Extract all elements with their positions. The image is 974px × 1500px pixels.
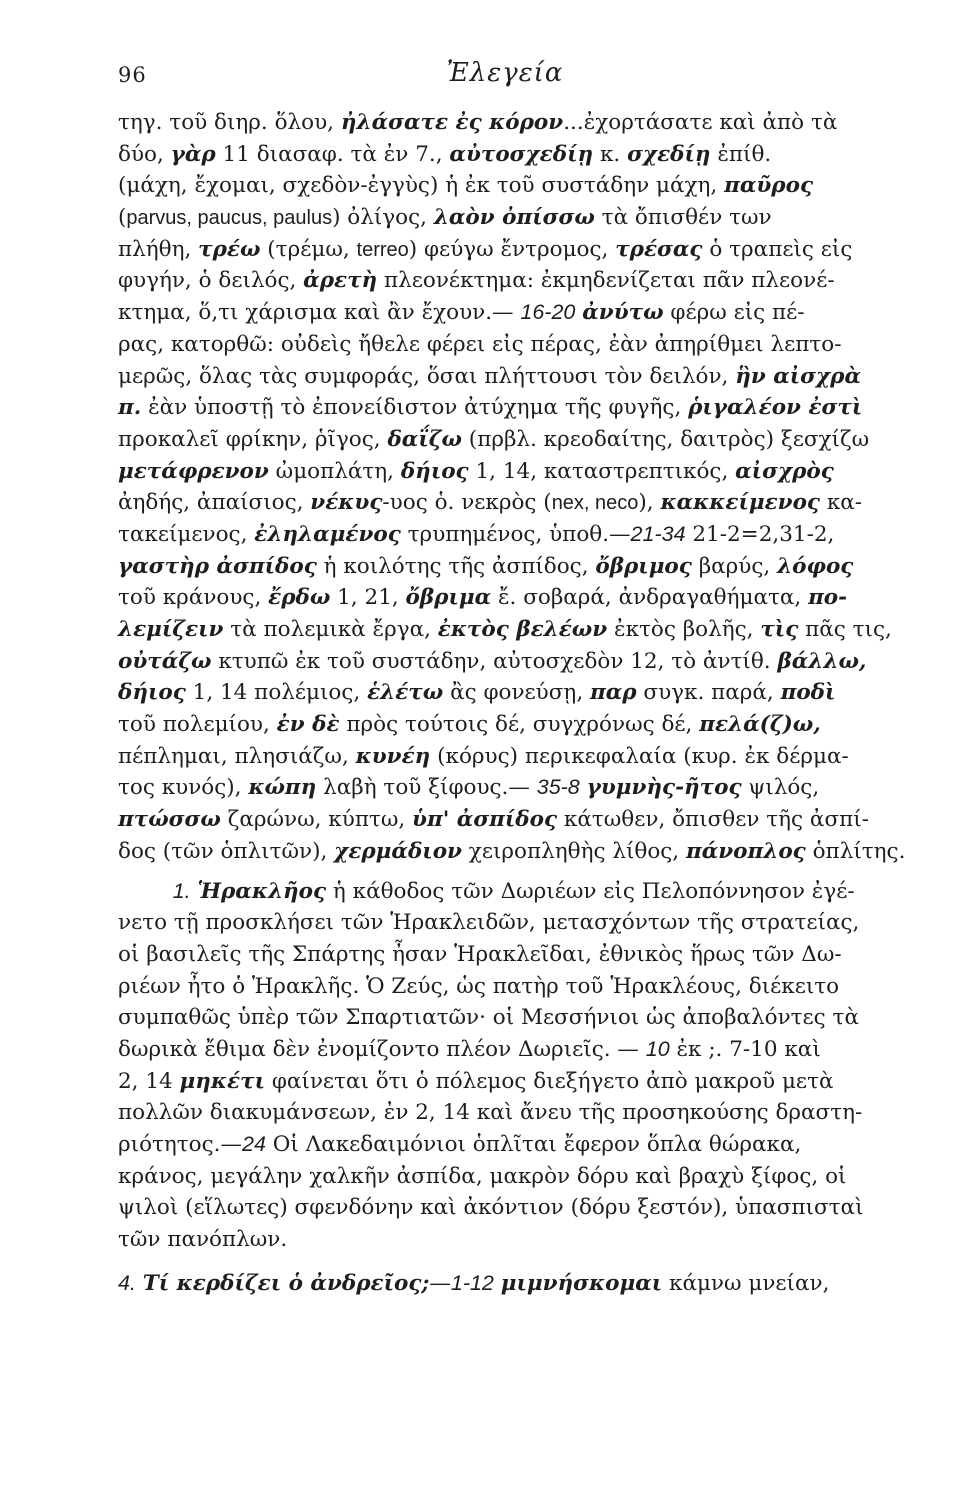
lemma: δαΐζω <box>387 426 462 452</box>
latin-cognate: parvus, paucus, paulus <box>126 207 333 230</box>
lemma: ἣν αἰσχρὰ <box>735 363 862 389</box>
text-run: συμπαθῶς ὑπὲρ τῶν Σπαρτιατῶν· οἱ Μεσσήνιοι ὡς ἀποβαλόντες τὰ <box>118 1005 859 1031</box>
text-line <box>118 202 878 234</box>
text-run: 21-2=2,31-2, <box>685 521 835 547</box>
verse-reference: 4. <box>118 1270 136 1295</box>
text-run: κτημα, ὅ,τι χάρισμα καὶ ἂν ἔχουν.— <box>118 300 521 326</box>
text-run: πολλῶν διακυμάνσεων, ἐν 2, 14 καὶ ἄνευ τῆς προσηκούσης δραστη- <box>118 1100 863 1126</box>
text-line <box>118 361 878 393</box>
text-run: πλήθη, <box>118 236 199 262</box>
text-run: ἔ. σοβαρά, ἀνδραγαθήματα, <box>491 585 809 611</box>
text-run: ἡ κάθοδος τῶν Δωριέων εἰς Πελοπόννησον ἐγέ- <box>326 878 855 904</box>
text-line <box>118 107 878 139</box>
text-run: πλεονέκτημα: ἐκμηδενίζεται πᾶν πλεονέ- <box>377 268 835 294</box>
text-run: Οἱ Λακεδαιμόνιοι ὁπλῖται ἔφερον ὅπλα θώρακα, <box>265 1132 802 1157</box>
text-line <box>118 907 878 939</box>
text-run: (κόρυς) περικεφαλαία (κυρ. ἐκ δέρμα- <box>430 743 849 769</box>
lemma: βάλλω, <box>777 648 867 674</box>
text-line <box>118 1066 878 1098</box>
lemma: ἔρδω <box>268 585 331 611</box>
lemma: γαστὴρ ἀσπίδος <box>118 553 317 579</box>
lemma: ἠλάσατε ἐς κόρον <box>340 110 564 135</box>
text-line <box>118 139 878 171</box>
lemma: ὑπ' ἀσπίδος <box>412 807 558 833</box>
text-run: ), <box>638 490 661 516</box>
text-run: τὰ ὄπισθέν των <box>594 205 772 231</box>
text-run: ( <box>118 205 127 231</box>
latin-cognate: terreo <box>356 238 409 261</box>
text-run: ) φεύγω ἔντρομος, <box>408 236 616 262</box>
running-head: Ἐλεγεία <box>446 58 564 88</box>
lemma: πτώσσω <box>118 807 221 833</box>
text-run: κράνος, μεγάλην χαλκῆν ἀσπίδα, μακρὸν δόρυ καὶ βραχὺ ξίφος, οἱ <box>118 1163 847 1189</box>
text-line <box>118 1224 878 1256</box>
lemma: ἑλέτω <box>367 680 444 706</box>
text-line <box>118 772 878 804</box>
text-run: ἐκτὸς βολῆς, <box>607 617 761 642</box>
lemma: λαὸν ὀπίσσω <box>433 205 595 231</box>
text-run: ἐπίθ. <box>710 141 772 167</box>
text-line <box>118 1161 878 1193</box>
text-line <box>118 329 878 361</box>
text-run: (μάχη, ἔχομαι, σχεδὸν-ἐγγὺς) ἡ ἐκ τοῦ συστάδην μάχη, <box>118 173 725 199</box>
text-line <box>118 1097 878 1129</box>
verse-reference: 21-34 <box>630 521 686 546</box>
text-run: τακείμενος, <box>118 521 255 547</box>
lemma: αὐτοσχεδίῃ <box>449 141 594 167</box>
text-run: ἐκ ;. 7-10 καὶ <box>669 1036 821 1062</box>
lemma: αἰσχρὸς <box>735 458 834 484</box>
text-line <box>118 646 878 678</box>
text-line <box>118 876 878 908</box>
text-run: ριέων ἦτο ὁ Ἡρακλῆς. Ὁ Ζεύς, ὡς πατὴρ τοῦ Ἡρακλέους, διέκειτο <box>118 973 840 999</box>
text-run: δωρικὰ ἔθιμα δὲν ἐνομίζοντο πλέον Δωριεῖς. — <box>118 1036 646 1062</box>
text-run: κάμνω μνείαν, <box>662 1270 830 1296</box>
text-run <box>136 1271 143 1296</box>
text-run: — <box>429 1270 451 1296</box>
verse-reference: 24 <box>242 1132 266 1156</box>
text-line <box>118 939 878 971</box>
text-run: τοῦ πολεμίου, <box>118 712 277 738</box>
text-run: 11 διασαφ. τὰ ἐν 7., <box>215 141 450 167</box>
lemma: ὄβριμος <box>595 553 692 579</box>
text-run: φέρω εἰς πέ- <box>663 300 805 326</box>
text-run: ριότητος.— <box>118 1132 243 1157</box>
lemma: χερμάδιον <box>334 838 462 864</box>
text-run: (τρέμω, <box>260 236 357 262</box>
text-run <box>580 775 587 800</box>
text-run: χειροπληθὴς λίθος, <box>461 838 686 864</box>
text-line <box>118 519 878 551</box>
text-run: ἀηδής, ἀπαίσιος, <box>118 490 311 516</box>
commentary-text <box>118 107 906 1303</box>
text-run: ψιλοὶ (εἵλωτες) σφενδόνην καὶ ἀκόντιον (δόρυ ξεστόν), ὑπασπισταὶ <box>118 1195 864 1221</box>
lemma: νέκυς <box>310 490 383 516</box>
text-line <box>118 424 878 456</box>
text-run: ὠμοπλάτη, <box>268 458 401 484</box>
lemma: δήιος <box>118 680 186 706</box>
lemma: οὐτάζω <box>118 648 212 674</box>
latin-cognate: nex, neco <box>551 492 639 515</box>
text-run: οἱ βασιλεῖς τῆς Σπάρτης ἦσαν Ἡρακλεῖδαι, ἐθνικὸς ἥρως τῶν Δω- <box>118 941 842 967</box>
text-run: ἡ κοιλότης τῆς ἀσπίδος, <box>316 553 596 579</box>
text-run: κάτωθεν, ὄπισθεν τῆς ἀσπί- <box>557 807 869 833</box>
text-run: δος (τῶν ὁπλιτῶν), <box>118 838 335 864</box>
lemma: σχεδίῃ <box>627 141 711 167</box>
lemma: ἀρετὴ <box>303 268 378 294</box>
text-line <box>118 582 878 614</box>
text-run: φυγήν, ὁ δειλός, <box>118 268 304 294</box>
text-run: τῶν πανόπλων. <box>118 1227 288 1253</box>
lemma: τὶς <box>760 617 799 642</box>
text-line <box>118 836 906 868</box>
lemma: γυμνὴς-ῆτος <box>586 775 742 801</box>
text-run: λαβὴ τοῦ ξίφους.— <box>316 775 537 801</box>
verse-reference: 35-8 <box>536 775 580 800</box>
lemma: μιμνήσκομαι <box>500 1270 663 1296</box>
text-line <box>118 1002 878 1034</box>
text-line <box>118 677 878 709</box>
text-run: 1, 14 πολέμιος, <box>185 680 368 706</box>
text-line <box>118 551 878 583</box>
lemma: τρέσας <box>615 236 703 262</box>
text-run: ) ὀλίγος, <box>332 205 434 231</box>
lemma: ἀνύτω <box>582 300 664 326</box>
lemma: τρέω <box>198 236 261 262</box>
text-line <box>118 1129 878 1161</box>
text-line <box>118 297 878 329</box>
page-number: 96 <box>118 63 147 87</box>
text-run: ρας, κατορθῶ: οὐδεὶς ἤθελε φέρει εἰς πέρας, ἐὰν ἀπηρίθμει λεπτο- <box>118 331 842 357</box>
text-run: ὁ τραπεὶς εἰς <box>702 236 853 262</box>
text-run: κα- <box>820 490 863 516</box>
lemma: μετάφρενον <box>118 458 269 484</box>
text-run <box>494 1271 501 1296</box>
lemma: κώπη <box>248 775 317 801</box>
verse-reference: 1-12 <box>450 1270 494 1295</box>
lemma: Ἡρακλῆος <box>197 878 327 904</box>
text-run: νετο τῇ προσκλήσει τῶν Ἡρακλειδῶν, μετασχόντων τῆς στρατείας, <box>118 910 860 936</box>
text-run: τηγ. τοῦ διηρ. ὅλου, <box>118 110 341 135</box>
lemma: παρ <box>589 680 637 706</box>
verse-reference: 1. <box>172 878 191 903</box>
text-run: δύο, <box>118 141 171 167</box>
text-line <box>118 234 878 266</box>
text-line <box>118 971 878 1003</box>
lemma: ποδὶ <box>780 680 836 706</box>
text-run: προκαλεῖ φρίκην, ῥῖγος, <box>118 426 388 452</box>
text-line <box>118 1192 878 1224</box>
text-run: πρὸς τούτοις δέ, συγχρόνως δέ, <box>339 712 700 738</box>
text-run: 1, 14, καταστρεπτικός, <box>468 458 736 484</box>
text-line <box>118 1034 878 1066</box>
text-line <box>118 614 892 646</box>
lemma: παῦρος <box>724 173 814 199</box>
lemma: μηκέτι <box>179 1068 265 1094</box>
text-run: τὰ πολεμικὰ ἔργα, <box>223 617 438 642</box>
text-run: πᾶς τις, <box>798 617 892 642</box>
text-line <box>118 709 878 741</box>
verse-reference: 10 <box>645 1036 670 1061</box>
text-line <box>118 741 878 773</box>
text-run: ἐὰν ὑποστῇ τὸ ἐπονείδιστον ἀτύχημα τῆς φυγῆς, <box>141 395 689 421</box>
lemma: λόφος <box>777 553 854 579</box>
lemma: ἐκτὸς βελέων <box>437 617 608 642</box>
text-run: βαρύς, <box>691 553 778 579</box>
text-run: (πρβλ. κρεοδαίτης, δαιτρὸς) ξεσχίζω <box>461 426 870 452</box>
text-run: μερῶς, ὅλας τὰς συμφοράς, ὅσαι πλήττουσι τὸν δειλόν, <box>118 363 736 389</box>
text-run: ...ἐχορτάσατε καὶ ἀπὸ τὰ <box>563 110 838 135</box>
text-run: τος κυνός), <box>118 775 249 801</box>
text-line <box>118 1264 878 1303</box>
text-run: κτυπῶ ἐκ τοῦ συστάδην, αὐτοσχεδὸν 12, τὸ ἀντίθ. <box>211 648 778 674</box>
text-run: κ. <box>593 141 628 167</box>
text-run: ζαρώνω, κύπτω, <box>220 807 413 833</box>
text-run: τρυπημένος, ὑποθ.— <box>400 521 631 547</box>
lemma: ἐν δὲ <box>276 712 340 738</box>
lemma: κυνέη <box>355 743 431 769</box>
text-line <box>118 456 878 488</box>
text-run: 1, 21, <box>330 585 406 611</box>
text-run: ψιλός, <box>741 775 820 801</box>
text-run: ἂς φονεύσῃ, <box>443 680 590 706</box>
text-line <box>118 392 878 424</box>
text-line <box>118 804 878 836</box>
text-run: συγκ. παρά, <box>636 680 781 706</box>
text-line <box>118 487 878 519</box>
lemma: κακκείμενος <box>660 490 821 516</box>
text-run: ὁπλίτης. <box>805 838 906 864</box>
text-line <box>118 170 878 202</box>
lemma: ὄβριμα <box>405 585 492 611</box>
lemma: Τί κερδίζει ὁ ἀνδρεῖος; <box>142 1270 430 1296</box>
verse-reference: 16-20 <box>520 300 576 325</box>
lemma: ῥιγαλέον ἐστὶ <box>688 395 863 421</box>
text-run: -υος ὁ. νεκρὸς ( <box>382 490 552 516</box>
lemma: λεμίζειν <box>118 617 224 642</box>
text-line <box>118 265 878 297</box>
text-run: φαίνεται ὅτι ὁ πόλεμος διεξήγετο ἀπὸ μακροῦ μετὰ <box>264 1068 834 1094</box>
lemma: π. <box>118 395 142 421</box>
lemma: δήιος <box>400 458 469 484</box>
lemma: πο- <box>808 585 848 611</box>
lemma: πελά(ζ)ω, <box>699 712 821 738</box>
text-run: 2, 14 <box>118 1068 180 1094</box>
text-run: τοῦ κράνους, <box>118 585 269 611</box>
text-run: πέπλημαι, πλησιάζω, <box>118 743 356 769</box>
text-run <box>118 879 173 904</box>
lemma: ἐληλαμένος <box>254 521 401 547</box>
lemma: γὰρ <box>170 141 216 167</box>
lemma: πάνοπλος <box>685 838 806 864</box>
